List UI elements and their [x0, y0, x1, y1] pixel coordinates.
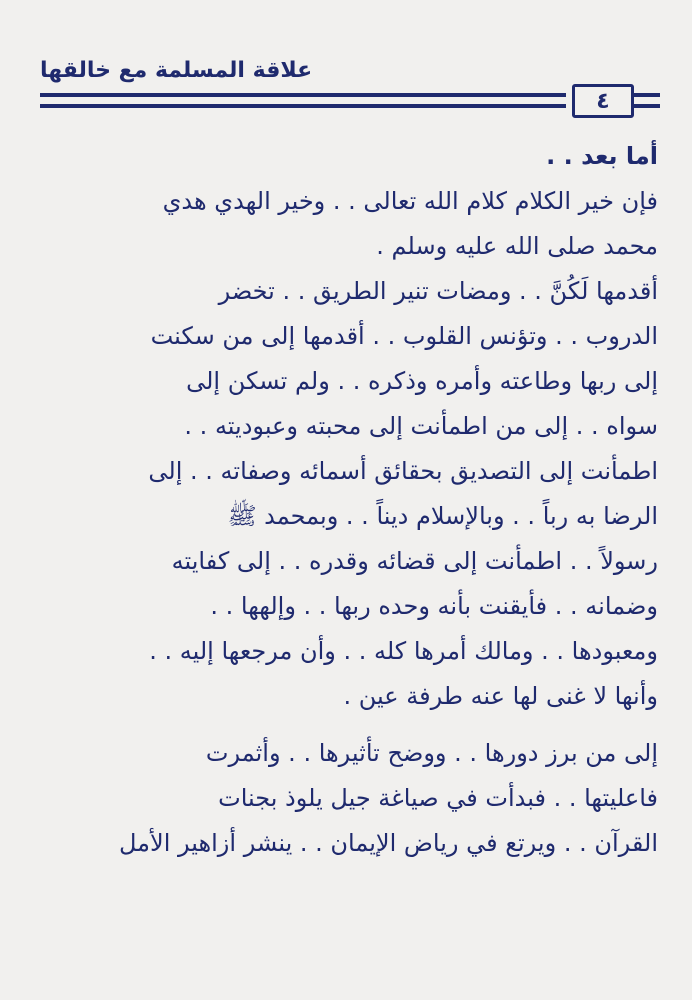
- header-rule-bottom: [40, 104, 566, 108]
- body-text: [44, 134, 658, 866]
- text-line: رسولاً . . اطمأنت إلى قضائه وقدره . . إلى كفايته: [171, 547, 658, 575]
- text-line: اطمأنت إلى التصديق بحقائق أسمائه وصفاته . . إلى: [148, 457, 658, 485]
- text-line: إلى من برز دورها . . ووضح تأثيرها . . وأثمرت: [205, 739, 658, 767]
- text-line: أقدمها لَكُنَّ . . ومضات تنير الطريق . . تخضر: [218, 277, 658, 305]
- paragraph-gap: [44, 719, 658, 731]
- text-line: الدروب . . وتؤنس القلوب . . أقدمها إلى من سكنت: [150, 322, 658, 350]
- header-rule-right-top: [632, 93, 660, 97]
- section-heading: أما بعد . .: [546, 142, 658, 170]
- text-line: وضمانه . . فأيقنت بأنه وحده ربها . . وإلهها . .: [210, 592, 658, 620]
- text-line: الرضا به رباً . . وبالإسلام ديناً . . وبمحمد ﷺ: [227, 502, 658, 530]
- text-line: القرآن . . ويرتع في رياض الإيمان . . ينشر أزاهير الأمل: [118, 829, 658, 857]
- text-line: محمد صلى الله عليه وسلم .: [376, 232, 658, 260]
- header-rule-right-bottom: [632, 104, 660, 108]
- text-line: وأنها لا غنى لها عنه طرفة عين .: [343, 682, 658, 710]
- page-number: ٤: [572, 84, 634, 118]
- text-line: سواه . . إلى من اطمأنت إلى محبته وعبوديته . .: [184, 412, 658, 440]
- running-header-title: علاقة المسلمة مع خالقها: [40, 58, 313, 83]
- text-line: فإن خير الكلام كلام الله تعالى . . وخير الهدي هدي: [162, 187, 658, 215]
- text-line: إلى ربها وطاعته وأمره وذكره . . ولم تسكن إلى: [186, 367, 658, 395]
- header-rule-top: [40, 93, 566, 97]
- text-line: فاعليتها . . فبدأت في صياغة جيل يلوذ بجنات: [218, 784, 658, 812]
- text-line: ومعبودها . . ومالك أمرها كله . . وأن مرجعها إليه . .: [149, 637, 658, 665]
